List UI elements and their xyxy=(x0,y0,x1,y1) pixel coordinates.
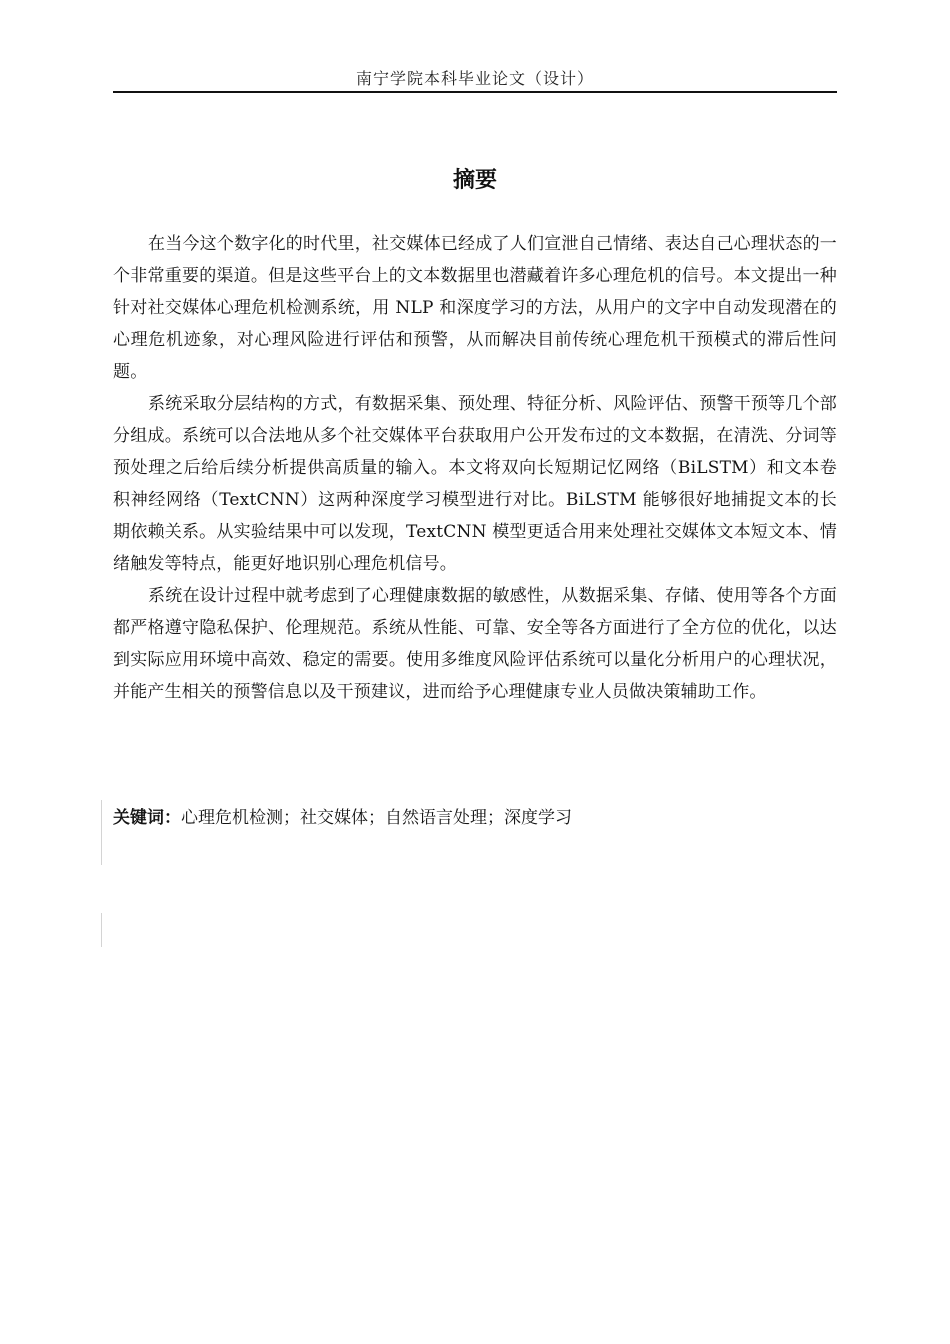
abstract-body xyxy=(113,228,837,708)
running-header: 南宁学院本科毕业论文（设计） xyxy=(355,69,594,88)
header-rule xyxy=(113,91,837,93)
abstract-paragraph-3: 系统在设计过程中就考虑到了心理健康数据的敏感性，从数据采集、存储、使用等各个方面都严格遵守隐私保护、伦理规范。系统从性能、可靠、安全等各方面进行了全方位的优化，以达到实际应用环境中高效、稳定的需要。使用多维度风险评估系统可以量化分析用户的心理状况，并能产生相关的预警信息以及干预建议，进而给予心理健康专业人员做决策辅助工作。 xyxy=(113,586,837,702)
margin-marker xyxy=(101,913,102,947)
keywords-label: 关键词： xyxy=(113,808,181,828)
abstract-paragraph-2: 系统采取分层结构的方式，有数据采集、预处理、特征分析、风险评估、预警干预等几个部分组成。系统可以合法地从多个社交媒体平台获取用户公开发布过的文本数据，在清洗、分词等预处理之后给后续分析提供高质量的输入。本文将双向长短期记忆网络（BiLSTM）和文本卷积神经网络（TextCNN）这两种深度学习模型进行对比。BiLSTM 能够很好地捕捉文本的长期依赖关系。从实验结果中可以发现，TextCNN 模型更适合用来处理社交媒体文本短文本、情绪触发等特点，能更好地识别心理危机信号。 xyxy=(113,394,837,574)
abstract-title: 摘要 xyxy=(452,168,497,193)
keywords-list: 心理危机检测；社交媒体；自然语言处理；深度学习 xyxy=(181,808,572,828)
keywords-line xyxy=(113,802,837,834)
margin-marker xyxy=(101,800,102,865)
abstract-paragraph-1: 在当今这个数字化的时代里，社交媒体已经成了人们宣泄自己情绪、表达自己心理状态的一个非常重要的渠道。但是这些平台上的文本数据里也潜藏着许多心理危机的信号。本文提出一种针对社交媒体心理危机检测系统，用 NLP 和深度学习的方法，从用户的文字中自动发现潜在的心理危机迹象，对心理风险进行评估和预警，从而解决目前传统心理危机干预模式的滞后性问题。 xyxy=(113,234,837,382)
